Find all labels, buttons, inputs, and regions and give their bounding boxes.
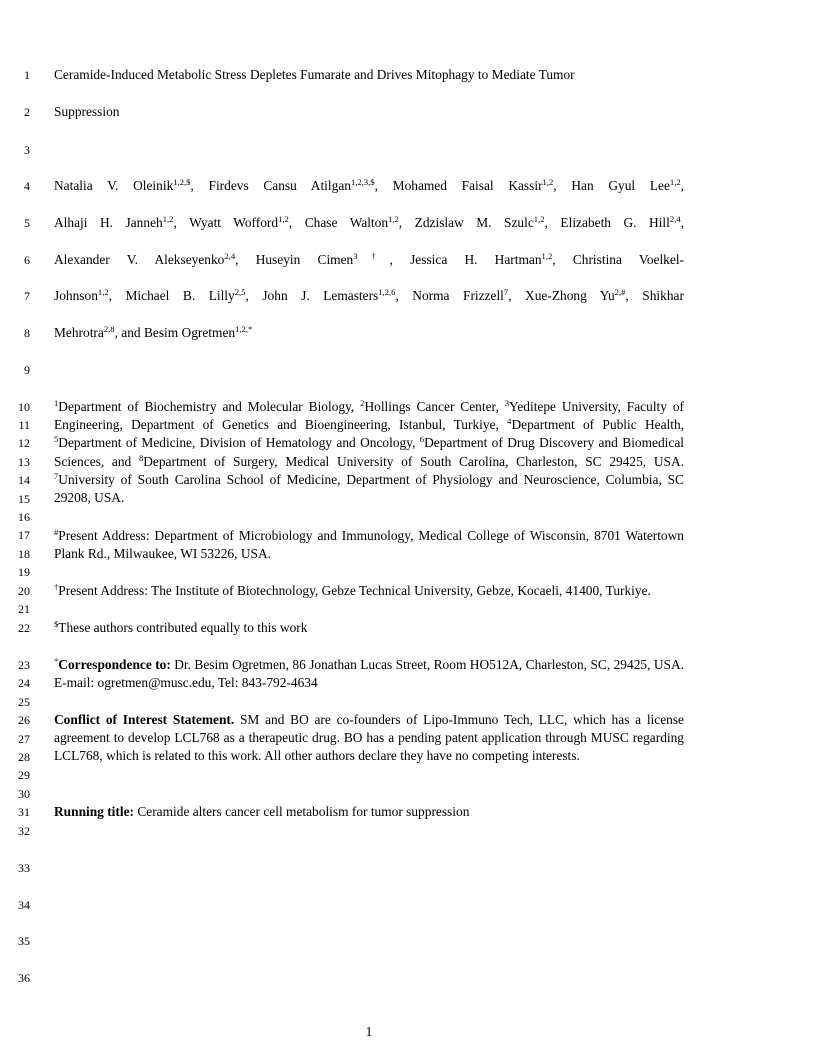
conflict-label: Conflict of Interest Statement.	[54, 712, 235, 727]
author-name: John J. Lemasters	[262, 288, 379, 303]
correspondence-label: Correspondence to:	[58, 657, 171, 672]
running-title: Running title: Ceramide alters cancer cell metabolism for tumor suppression	[54, 804, 470, 819]
line-number: 34	[18, 898, 30, 912]
line-number: 36	[18, 971, 30, 985]
author-name: Michael B. Lilly	[125, 288, 235, 303]
line-number: 17	[18, 528, 30, 542]
author-name: Xue-Zhong Yu	[525, 288, 615, 303]
line-number: 3	[24, 143, 30, 157]
author-name: Jessica H. Hartman	[410, 252, 542, 267]
author-name: Shikhar	[642, 288, 684, 303]
author-line: Alexander V. Alekseyenko$^{2,4}$, Huseyin Cimen$^{3\dagger}$, Jessica H. Hartman$^{1,2}$, Christina Voelkel-	[54, 251, 685, 267]
line-number: 1	[24, 68, 30, 82]
author-line: Natalia V. Oleinik$^{1,2,\$}$, Firdevs Cansu Atilgan$^{1,2,3,\$}$, Mohamed Faisal Kassir$^{1,2}$, Han Gyul Lee$^{1,2}$,	[54, 177, 684, 193]
author-name: Elizabeth G. Hill	[560, 215, 670, 230]
author-name: Wyatt Wofford	[189, 215, 279, 230]
author-affiliation: 7	[503, 287, 509, 297]
equal-contribution-note: $These authors contributed equally to this work	[54, 619, 308, 635]
author-affiliation: 1,2	[97, 287, 109, 297]
line-number: 24	[18, 676, 30, 690]
author-affiliation: 1,2	[278, 214, 289, 224]
author-line: Alhaji H. Janneh$^{1,2}$, Wyatt Wofford$^{1,2}$, Chase Walton$^{1,2}$, Zdzislaw M. Szulc$^{1,2}$, Elizabeth G. Hill$^{2,4}$,	[54, 214, 684, 230]
author-affiliation: 1,2	[541, 251, 553, 261]
author-affiliation: 1,2,6	[378, 287, 396, 297]
line-number: 4	[24, 179, 30, 193]
line-number: 10	[18, 400, 30, 414]
affiliations: $^1$Department of Biochemistry and Molecular Biology, $^2$Hollings Cancer Center, $^3$Yeditepe University, Faculty of Engineering, Department of Genetics and Bioengineering, Istanbul, Turkiye, $^4$Department of Public Health, $^5$Department of Medicine, Division of Hematology and Oncology, $^6$Department of Drug Discovery and Biomedical Sciences, and $^8$Department of Surgery, Medical University of South Carolina, Charleston, SC 29425, USA. $^7$University of South Carolina School of Medicine, Department of Physiology and Neuroscience, Columbia, SC 29208, USA.	[54, 398, 684, 506]
line-number: 33	[18, 861, 30, 875]
author-affiliation: 1,2,3,$	[350, 177, 375, 187]
page-number: 1	[365, 1024, 373, 1039]
author-affiliation: 3†	[353, 251, 390, 261]
author-name: Han Gyul Lee	[571, 178, 670, 193]
line-number: 7	[24, 289, 30, 303]
line-number: 21	[18, 602, 30, 616]
author-affiliation: 1,2	[162, 214, 174, 224]
line-number: 9	[24, 363, 30, 377]
author-line: Mehrotra$^{2,8}$, and Besim Ogretmen$^{1,2,*}$	[54, 324, 253, 340]
author-affiliation: 1,2	[669, 177, 681, 187]
line-number: 32	[18, 824, 30, 838]
paper-title-continued: Suppression	[54, 104, 120, 119]
correspondence: *Correspondence to: Dr. Besim Ogretmen, 86 Jonathan Lucas Street, Room HO512A, Charleston, SC, 29425, USA. E-mail: ogretmen@musc.edu, Tel: 843-792-4634	[54, 656, 684, 691]
line-number: 8	[24, 326, 30, 340]
paper-title: Ceramide-Induced Metabolic Stress Depletes Fumarate and Drives Mitophagy to Mediate Tumor	[54, 67, 575, 82]
line-number: 31	[18, 805, 30, 819]
line-number: 13	[18, 455, 30, 469]
line-number: 11	[18, 418, 30, 432]
author-affiliation: 2,#	[614, 287, 626, 297]
author-name: Mehrotra	[54, 325, 104, 340]
author-affiliation: 1,2	[388, 214, 399, 224]
present-address-note: #Present Address: Department of Microbiology and Immunology, Medical College of Wisconsin, 8701 Watertown Plank Rd., Milwaukee, WI 53226, USA.	[54, 527, 684, 562]
line-number: 35	[18, 934, 30, 948]
author-name: Firdevs Cansu Atilgan	[208, 178, 351, 193]
author-affiliation: 1,2,*	[235, 324, 253, 334]
line-number: 16	[18, 510, 30, 524]
author-line: Johnson$^{1,2}$, Michael B. Lilly$^{2,5}$, John J. Lemasters$^{1,2,6}$, Norma Frizzell$^7$, Xue-Zhong $Yu^{2,\#}$, Shikhar	[54, 287, 684, 303]
author-name: Natalia V. Oleinik	[54, 178, 174, 193]
author-affiliation: 1,2	[533, 214, 545, 224]
author-affiliation: 2,4	[669, 214, 681, 224]
author-name: Alhaji H. Janneh	[54, 215, 163, 230]
author-affiliation: 2,5	[234, 287, 246, 297]
author-name: Chase Walton	[304, 215, 389, 230]
author-name: Huseyin Cimen	[255, 252, 354, 267]
conflict-of-interest: Conflict of Interest Statement. SM and BO are co-founders of Lipo-Immuno Tech, LLC, which has a license agreement to develop LCL768 as a therapeutic drug. BO has a pending patent application through MUSC regarding LCL768, which is related to this work. All other authors declare they have no competing interests.	[54, 712, 685, 764]
line-number: 26	[18, 713, 30, 727]
line-number: 30	[18, 787, 30, 801]
line-number: 20	[18, 584, 30, 598]
line-number: 19	[18, 565, 30, 579]
present-address-note: †Present Address: The Institute of Biotechnology, Gebze Technical University, Gebze, Kocaeli, 41400, Turkiye.	[54, 582, 651, 598]
author-name: Mohamed Faisal Kassir	[392, 178, 543, 193]
line-number: 12	[18, 436, 30, 450]
running-title-label: Running title:	[54, 804, 134, 819]
line-number: 6	[24, 253, 30, 267]
line-number: 22	[18, 621, 30, 635]
line-number: 5	[24, 216, 30, 230]
line-number: 25	[18, 695, 30, 709]
author-name: Zdzislaw M. Szulc	[414, 215, 534, 230]
author-name: Alexander V. Alekseyenko	[54, 252, 225, 267]
line-number: 18	[18, 547, 30, 561]
line-number: 29	[18, 768, 30, 782]
line-number: 14	[18, 473, 30, 487]
line-number: 27	[18, 732, 30, 746]
author-name: Norma Frizzell	[412, 288, 504, 303]
author-affiliation: 1,2,$	[173, 177, 191, 187]
author-name: Johnson	[54, 288, 98, 303]
author-name: Christina Voelkel-	[572, 252, 685, 267]
line-number: 23	[18, 658, 30, 672]
line-number: 28	[18, 750, 30, 764]
line-number: 15	[18, 492, 30, 506]
author-affiliation: 2,4	[224, 251, 236, 261]
author-name: Besim Ogretmen	[143, 325, 236, 340]
author-affiliation: 1,2	[542, 177, 554, 187]
line-number: 2	[24, 105, 30, 119]
author-affiliation: 2,8	[103, 324, 115, 334]
